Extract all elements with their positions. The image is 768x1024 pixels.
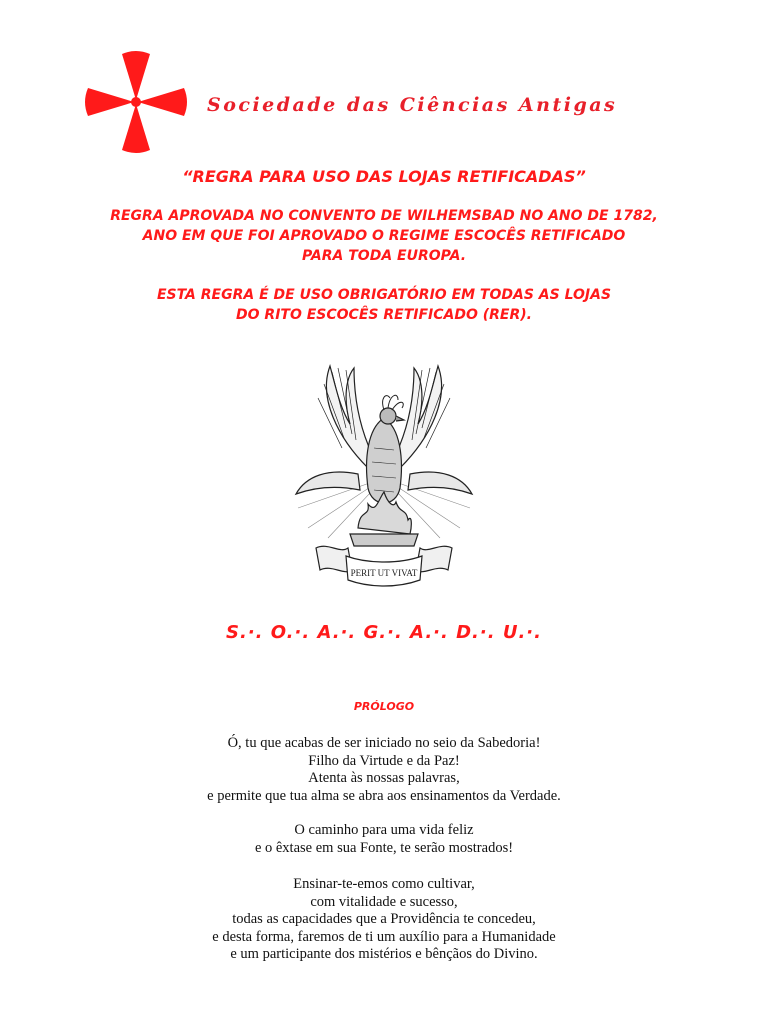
cross-pattee-icon (82, 48, 190, 156)
obligation-line: ESTA REGRA É DE USO OBRIGATÓRIO EM TODAS AS LOJAS (156, 287, 612, 303)
prologue-line: Filho da Virtude e da Paz! (308, 752, 460, 769)
prologue-line: e desta forma, faremos de ti um auxílio para a Humanidade (212, 928, 556, 945)
prologue-stanza-2 (0, 822, 768, 857)
rule-statement-line: PARA TODA EUROPA. (301, 248, 467, 264)
rule-statement-line: ANO EM QUE FOI APROVADO O REGIME ESCOCÊS RETIFICADO (142, 228, 626, 244)
prologue-line: Ó, tu que acabas de ser iniciado no seio da Sabedoria! (227, 735, 541, 751)
obligation-line: DO RITO ESCOCÊS RETIFICADO (RER). (236, 307, 532, 323)
prologue-line: todas as capacidades que a Providência te concedeu, (232, 911, 536, 927)
document-title: “REGRA PARA USO DAS LOJAS RETIFICADAS” (182, 167, 586, 186)
prologue-line: Ensinar-te-emos como cultivar, (293, 876, 475, 892)
prologue-stanza-3 (0, 876, 768, 964)
prologue-line: e permite que tua alma se abra aos ensinamentos da Verdade. (207, 787, 561, 804)
rule-statement (0, 206, 768, 266)
prologue-line: e um participante dos mistérios e bênçãos do Divino. (230, 946, 538, 962)
emblem-motto: PERIT UT VIVAT (350, 568, 418, 578)
prologue-stanza-1 (0, 735, 768, 805)
phoenix-emblem-icon (288, 358, 480, 590)
prologue-line: com vitalidade e sucesso, (310, 893, 458, 910)
prologue-line: O caminho para uma vida feliz (294, 822, 474, 838)
prologue-heading: PRÓLOGO (353, 700, 415, 713)
obligation-statement (0, 285, 768, 325)
initials-heading: S.·. O.·. A.·. G.·. A.·. D.·. U.·. (226, 622, 542, 643)
rule-statement-line: REGRA APROVADA NO CONVENTO DE WILHEMSBAD NO ANO DE 1782, (110, 208, 658, 224)
prologue-line: e o êxtase em sua Fonte, te serão mostrados! (254, 839, 514, 856)
society-name: Sociedade das Ciências Antigas (207, 94, 618, 116)
prologue-line: Atenta às nossas palavras, (308, 770, 460, 786)
